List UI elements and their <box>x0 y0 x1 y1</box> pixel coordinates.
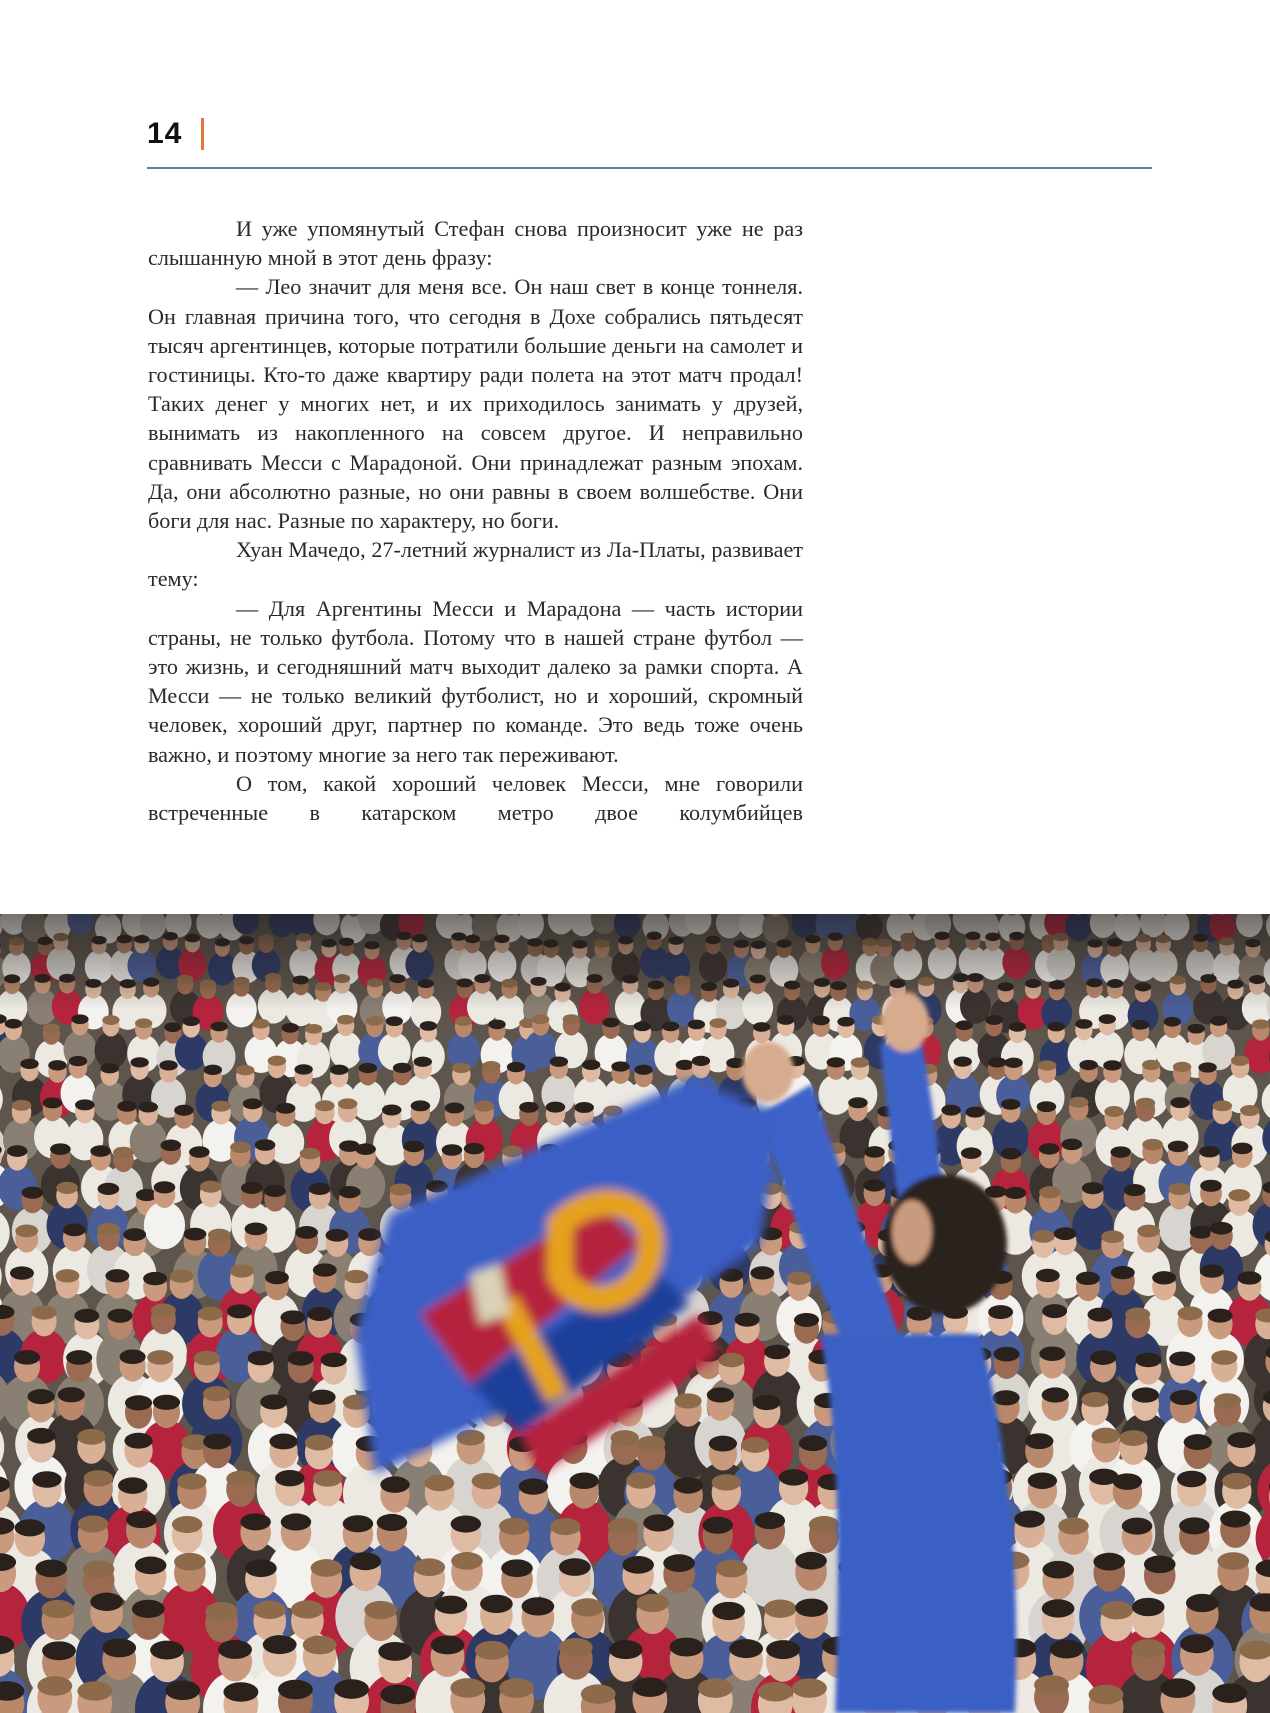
article-body <box>148 214 803 827</box>
page-number-accent-bar <box>201 118 204 150</box>
paragraph: Хуан Мачедо, 27-летний журналист из Ла-Платы, развивает тему: <box>148 537 803 592</box>
header-rule <box>147 167 1152 169</box>
paragraph: И уже упомянутый Стефан снова произносит уже не раз слышанную мной в этот день фразу: <box>148 216 803 271</box>
paragraph: — Для Аргентины Месси и Марадона — часть истории страны, не только футбола. Потому что в нашей стране футбол — это жизнь, и сегодняшний матч выходит далеко за рамки спорта. А Месси — не только великий футболист, но и хороший, скромный человек, хороший друг, партнер по команде. Это ведь тоже очень важно, и поэтому многие за него так переживают. <box>148 595 803 767</box>
stadium-photo <box>0 914 1270 1713</box>
paragraph: О том, какой хороший человек Месси, мне говорили встреченные в катарском метро двое колумбийцев <box>148 770 803 826</box>
paragraph: — Лео значит для меня все. Он наш свет в конце тоннеля. Он главная причина того, что сегодня в Дохе собрались пятьдесят тысяч аргентинцев, которые потратили большие деньги на самолет и гостиницы. Кто-то даже квартиру ради полета на этот матч продал! Таких денег у многих нет, и их приходилось занимать у друзей, вынимать из накопленного на совсем другое. И неправильно сравнивать Месси с Марадоной. Они принадлежат разным эпохам. Да, они абсолютно разные, но они равны в своем волшебстве. Они боги для нас. Разные по характеру, но боги. <box>148 274 803 534</box>
page-header <box>147 114 1152 170</box>
page-number: 14 <box>147 117 183 150</box>
stadium-crowd-illustration <box>0 914 1270 1713</box>
